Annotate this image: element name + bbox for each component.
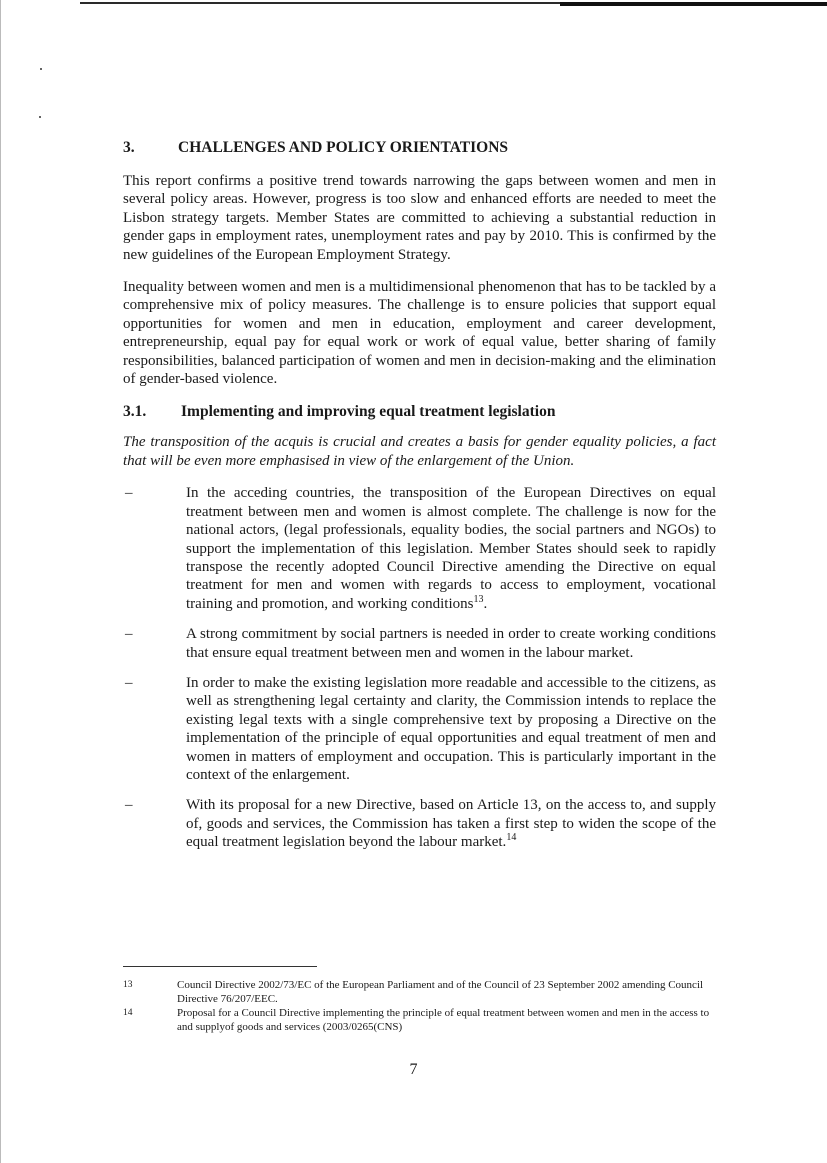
top-border-line-thick xyxy=(560,2,827,6)
dash-marker: – xyxy=(125,626,133,643)
paragraph: Inequality between women and men is a multidimensional phenomenon that has to be tackled by a comprehensive mix of policy measures. The challenge is to ensure policies that support equal opportunities for women and men in education, employment and career development, entrepreneurship, equal pay for equal work or work of equal value, better sharing of family responsibilities, balanced participation of women and men in decision-making and the elimination of gender-based violence. xyxy=(123,279,716,388)
list-item-text: In the acceding countries, the transposition of the European Directives on equal treatment between men and women is almost complete. The challenge is now for the national actors, (legal professionals, equality bodies, the social partners and NGOs) to support the implementation of this legislation. Member States should seek to rapidly transpose the recently adopted Council Directive amending the Directive on equal treatment for men and women with regards to access to employment, vocational training and promotion, and working conditions xyxy=(186,485,716,612)
list-item xyxy=(123,484,716,613)
list-item-text: In order to make the existing legislation more readable and accessible to the citizens, as well as strengthening legal certainty and clarity, the Commission intends to replace the existing legal texts with a single comprehensive text by proposing a Directive on the implementation of the principle of equal opportunities and equal treatment of men and women in matters of employment and occupation. This is particularly important in the context of the enlargement. xyxy=(186,674,716,783)
footnote-text: Proposal for a Council Directive implementing the principle of equal treatment between women and men in the access to and supplyof goods and services (2003/0265(CNS) xyxy=(177,1007,710,1033)
subsection-intro: The transposition of the acquis is crucial and creates a basis for gender equality policies, a fact that will be even more emphasised in view of the enlargement of the Union. xyxy=(123,434,716,469)
section-heading xyxy=(123,138,716,158)
subsection-number: 3.1. xyxy=(123,403,147,421)
document-body xyxy=(123,138,716,852)
list-item xyxy=(123,625,716,662)
scan-speck xyxy=(39,116,41,118)
dash-marker: – xyxy=(125,674,133,691)
footnote-number: 14 xyxy=(123,1008,133,1018)
paragraph: This report confirms a positive trend towards narrowing the gaps between women and men in several policy areas. However, progress is too slow and enhanced efforts are needed to meet the Lisbon strategy targets. Member States are committed to achieving a substantial reduction in gender gaps in employment rates, unemployment rates and pay by 2010. This is confirmed by the new guidelines of the European Employment Strategy. xyxy=(123,173,716,263)
subsection-heading xyxy=(123,402,716,422)
section-number: 3. xyxy=(123,139,135,156)
dash-marker: – xyxy=(125,485,133,502)
footnote-text: Council Directive 2002/73/EC of the European Parliament and of the Council of 23 September 2002 amending Council Directive 76/207/EEC. xyxy=(177,979,704,1005)
list-item-tail: . xyxy=(483,595,488,612)
footnote-number: 13 xyxy=(123,980,133,990)
footnote xyxy=(123,1007,718,1034)
bullet-list xyxy=(123,484,716,851)
list-item-text: With its proposal for a new Directive, based on Article 13, on the access to, and supply of, goods and services, the Commission has taken a first step to widen the scope of the equal treatment legislation beyond the labour market. xyxy=(186,797,716,851)
list-item-text: A strong commitment by social partners is needed in order to create working conditions that ensure equal treatment between men and women in the labour market. xyxy=(186,626,716,661)
subsection-title: Implementing and improving equal treatment legislation xyxy=(181,403,556,421)
section-title: CHALLENGES AND POLICY ORIENTATIONS xyxy=(178,139,509,156)
list-item xyxy=(123,796,716,851)
page-number: 7 xyxy=(409,1061,418,1078)
scan-speck xyxy=(40,68,42,70)
footnote-rule xyxy=(123,966,317,967)
dash-marker: – xyxy=(125,797,133,814)
footnote-ref[interactable]: 14 xyxy=(506,832,517,844)
footnotes xyxy=(123,979,718,1035)
footnote-ref[interactable]: 13 xyxy=(473,593,484,605)
footnote xyxy=(123,979,718,1006)
list-item xyxy=(123,674,716,784)
scan-left-edge xyxy=(0,0,1,1163)
